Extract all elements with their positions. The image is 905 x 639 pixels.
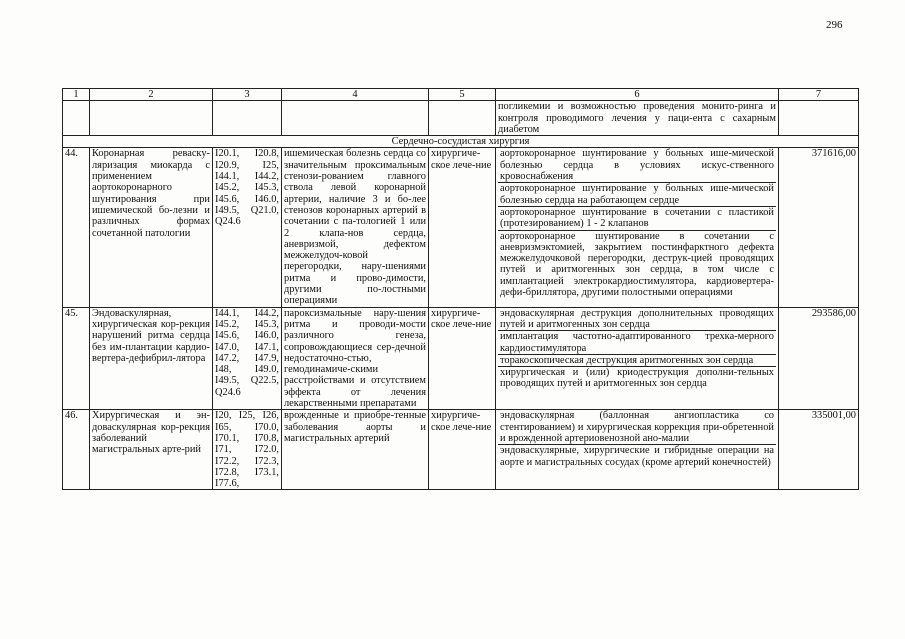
- treatment-type: хирургиче-ское лече-ние: [429, 307, 496, 410]
- treatment-type: хирургиче-ское лече-ние: [429, 410, 496, 490]
- icd-codes: I20.1, I20.8, I20.9, I25, I44.1, I44.2, I45.2, I45.3, I45.6, I46.0, I49.5, Q21.0, Q24.6: [213, 148, 282, 307]
- column-header: 3: [213, 89, 282, 101]
- column-header: 4: [282, 89, 429, 101]
- method-item: эндоваскулярная (баллонная ангиопластика со стентированием) и хирургическая коррекция при-обретенной и врожденной артериовенозной ано-малии: [500, 410, 774, 444]
- row-number: 46.: [63, 410, 90, 490]
- column-header: 7: [779, 89, 859, 101]
- section-row: [63, 136, 859, 148]
- table-row: [63, 410, 859, 490]
- care-type-name: Эндоваскулярная, хирургическая кор-рекция нарушений ритма сердца без им-плантации кардио-вертера-дефибрил-лятора: [90, 307, 213, 410]
- care-type-name: Коронарная реваску-ляризация миокарда с применением аортокоронарного шунтирования при ишемической бо-лезни и различных формах сочетанной патологии: [90, 148, 213, 307]
- method-item: аортокоронарное шунтирование у больных ише-мической болезнью сердца в условиях искус-ственного кровоснабжения: [500, 148, 774, 183]
- medical-care-table: [62, 88, 859, 490]
- icd-codes: I20, I25, I26, I65, I70.0, I70.1, I70.8, I71, I72.0, I72.2, I72.3, I72.8, I73.1, I77.6,: [213, 410, 282, 490]
- treatment-methods: [496, 307, 779, 410]
- patient-model: пароксизмальные нару-шения ритма и проводи-мости различного генеза, сопровождающиеся сер-дечной недостаточно-стью, гемодинамиче-скими расстройствами и отсутствием эффекта от лечения лекарственными препаратами: [282, 307, 429, 410]
- continuation-method-cell: погликемии и возможностью проведения монито-ринга и контроля проводимого лечения у паци-ента с сахарным диабетом: [496, 101, 779, 136]
- row-number: 45.: [63, 307, 90, 410]
- table-row: [63, 148, 859, 307]
- column-header: 6: [496, 89, 779, 101]
- column-header: 2: [90, 89, 213, 101]
- method-item: эндоваскулярные, хирургические и гибридные операции на аорте и магистральных сосудах (кроме артерий конечностей): [500, 445, 774, 468]
- treatment-type: хирургиче-ское лече-ние: [429, 148, 496, 307]
- method-item: аортокоронарное шунтирование в сочетании с пластикой (протезированием) 1 - 2 клапанов: [500, 206, 774, 230]
- icd-codes: I44.1, I44.2, I45.2, I45.3, I45.6, I46.0, I47.0, I47.1, I47.2, I47.9, I48, I49.0, I49.5, Q22.5, Q24.6: [213, 307, 282, 410]
- method-item: аортокоронарное шунтирование у больных ише-мической болезнью сердца на работающем сердце: [500, 183, 774, 206]
- price-value: 293586,00: [779, 307, 859, 410]
- method-item: торакоскопическая деструкция аритмогенных зон сердца: [498, 355, 776, 367]
- method-item: аортокоронарное шунтирование в сочетании с аневризмэктомией, закрытием постинфарктного дефекта межжелудочковой перегородки, деструк-цией проводящих путей и аритмогенных зон сердца, в том числе с имплантацией электрокардиостимулятора, кардиовертера-дефи-бриллятора, другими полостными операциями: [500, 230, 774, 299]
- price-value: 335001,00: [779, 410, 859, 490]
- method-item: имплантация частотно-адаптированного трехка-мерного кардиостимулятора: [500, 331, 774, 354]
- continuation-row: [63, 101, 859, 136]
- method-item: хирургическая и (или) криодеструкция дополни-тельных проводящих путей и аритмогенных зон сердца: [500, 367, 774, 390]
- section-title: Сердечно-сосудистая хирургия: [63, 136, 859, 148]
- treatment-methods: [496, 410, 779, 490]
- method-item: эндоваскулярная деструкция дополнительных проводящих путей и аритмогенных зон сердца: [500, 307, 774, 330]
- price-value: 371616,00: [779, 148, 859, 307]
- column-header: 5: [429, 89, 496, 101]
- patient-model: ишемическая болезнь сердца со значительным проксимальным стенози-рованием главного ствола левой коронарной артерии, наличие 3 и бо-лее стенозов коронарных артерий в сочетании с па-тологией 1 или 2 клапа-нов сердца, аневризмой, дефектом межжелудоч-ковой перегородки, нару-шениями ритма и прово-димости, другими по-лостными операциями: [282, 148, 429, 307]
- table-row: [63, 307, 859, 410]
- treatment-methods: [496, 148, 779, 307]
- row-number: 44.: [63, 148, 90, 307]
- column-header: 1: [63, 89, 90, 101]
- care-type-name: Хирургическая и эн-доваскулярная кор-рекция заболеваний магистральных арте-рий: [90, 410, 213, 490]
- patient-model: врожденные и приобре-тенные заболевания аорты и магистральных артерий: [282, 410, 429, 490]
- table-header-row: [63, 89, 859, 101]
- page-number: 296: [826, 19, 843, 31]
